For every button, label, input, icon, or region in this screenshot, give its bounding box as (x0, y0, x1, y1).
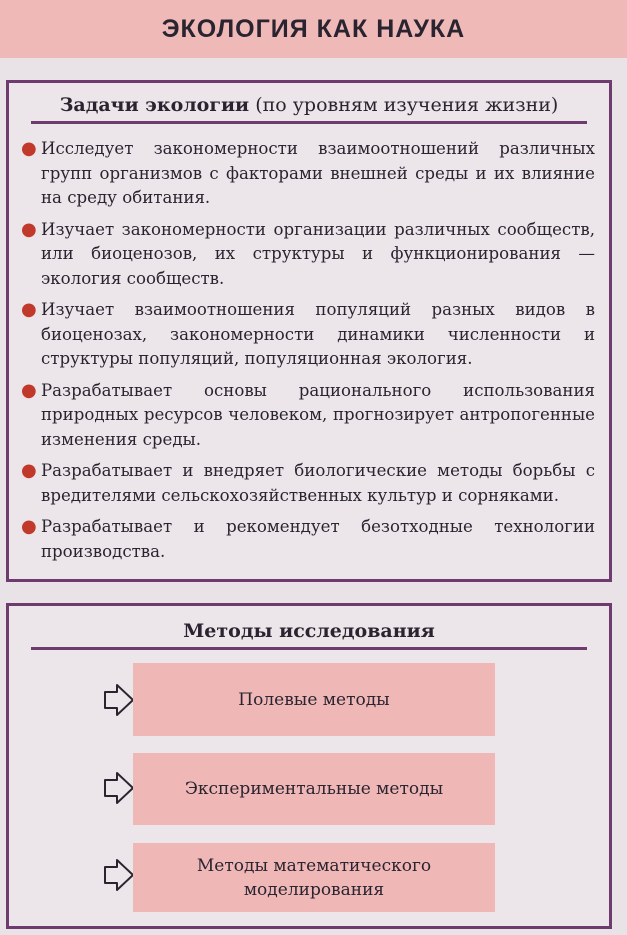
methods-heading-text: Методы исследования (183, 620, 435, 642)
method-label: Методы математического моделирования (196, 855, 432, 900)
task-text: Изучает закономерности организации различных сообществ, или биоценозов, их структуры и функционирования — экология сообществ. (41, 219, 595, 288)
task-item (19, 218, 595, 292)
task-item (19, 515, 595, 564)
page-title-bar (0, 0, 627, 58)
bullet-icon: ● (21, 516, 37, 537)
tasks-heading-rest: (по уровням изучения жизни) (255, 94, 559, 116)
task-text: Разрабатывает и внедряет биологические методы борьбы с вредителями сельскохозяйственных культур и сорняками. (41, 461, 595, 505)
bullet-icon: ● (21, 218, 37, 240)
tasks-heading (31, 91, 587, 124)
method-card-modeling (133, 843, 495, 912)
bullet-icon: ● (21, 379, 37, 401)
task-text: Изучает взаимоотношения популяций разных видов в биоценозах, закономерности динамики численности и структуры популяций, популяционная экология. (41, 300, 595, 368)
bullet-icon: ● (21, 299, 37, 320)
task-item (19, 379, 595, 453)
bullet-icon: ● (21, 138, 37, 159)
task-item (19, 459, 595, 508)
page-title: ЭКОЛОГИЯ КАК НАУКА (161, 14, 466, 43)
method-card-field (133, 663, 495, 736)
bullet-icon: ● (21, 460, 37, 481)
arrow-right-icon (103, 858, 135, 892)
arrow-right-icon (103, 683, 135, 717)
research-methods-box (6, 603, 612, 929)
ecology-tasks-box (6, 80, 612, 582)
tasks-heading-bold: Задачи экологии (59, 94, 250, 116)
task-item (19, 137, 595, 211)
task-item (19, 298, 595, 372)
arrow-right-icon (103, 771, 135, 805)
task-text: Исследует закономерности взаимоотношений различных групп организмов с факторами внешней среды и их влияние на среду обитания. (41, 139, 595, 207)
methods-heading (31, 617, 587, 650)
task-text: Разрабатывает основы рационального использования природных ресурсов человеком, прогнозирует антропогенные изменения среды. (41, 380, 595, 449)
tasks-list (19, 137, 595, 571)
method-label: Полевые методы (238, 689, 390, 710)
method-label: Экспериментальные методы (184, 779, 444, 799)
task-text: Разрабатывает и рекомендует безотходные технологии производства. (41, 517, 595, 561)
method-card-experimental (133, 753, 495, 825)
